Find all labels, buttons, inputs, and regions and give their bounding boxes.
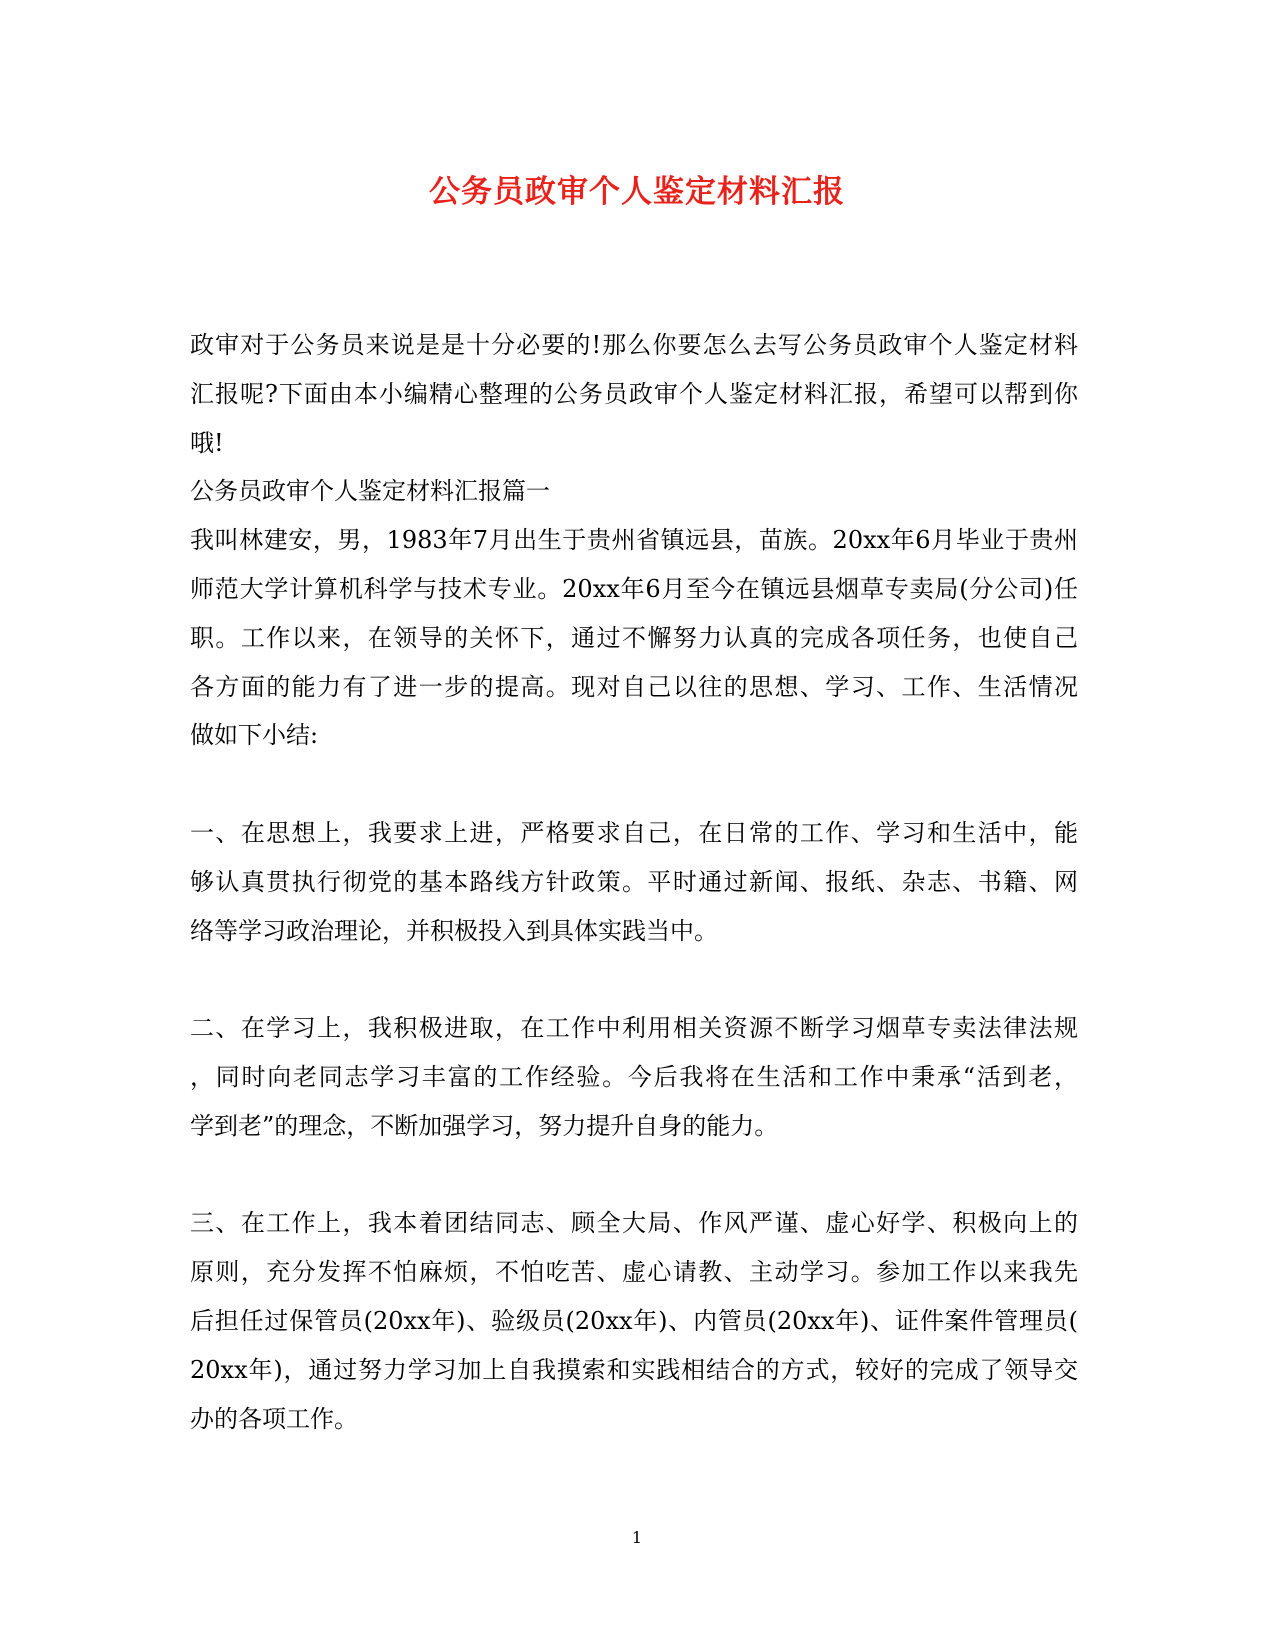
body-line: 络等学习政治理论，并积极投入到具体实践当中。 bbox=[190, 916, 718, 945]
document-title: 公务员政审个人鉴定材料汇报 bbox=[429, 174, 845, 210]
body-line: 做如下小结: bbox=[190, 721, 319, 750]
body-line: 后担任过保管员(20xx年)、验级员(20xx年)、内管员(20xx年)、证件案件管理员( bbox=[190, 1306, 1078, 1335]
body-line: 三、在工作上，我本着团结同志、顾全大局、作风严谨、虚心好学、积极向上的 bbox=[190, 1209, 1078, 1238]
paragraph-gap bbox=[190, 1151, 1078, 1200]
paragraph-gap bbox=[190, 955, 1078, 1004]
body-line: 哦! bbox=[190, 428, 224, 457]
body-line: 师范大学计算机科学与技术专业。20xx年6月至今在镇远县烟草专卖局(分公司)任 bbox=[190, 574, 1078, 603]
body-line: 我叫林建安，男，1983年7月出生于贵州省镇远县，苗族。20xx年6月毕业于贵州 bbox=[190, 526, 1078, 555]
document-body bbox=[190, 321, 1078, 1443]
body-line: 学到老”的理念，不断加强学习，努力提升自身的能力。 bbox=[190, 1111, 779, 1140]
body-line: 原则，充分发挥不怕麻烦，不怕吃苦、虚心请教、主动学习。参加工作以来我先 bbox=[190, 1258, 1078, 1287]
body-line: 政审对于公务员来说是是十分必要的!那么你要怎么去写公务员政审个人鉴定材料 bbox=[190, 331, 1078, 359]
body-line: 办的各项工作。 bbox=[190, 1404, 358, 1433]
page-number: 1 bbox=[631, 1528, 643, 1547]
body-line: 一、在思想上，我要求上进，严格要求自己，在日常的工作、学习和生活中，能 bbox=[190, 818, 1078, 847]
body-line: ，同时向老同志学习丰富的工作经验。今后我将在生活和工作中秉承“活到老， bbox=[190, 1062, 1078, 1091]
body-line: 各方面的能力有了进一步的提高。现对自己以往的思想、学习、工作、生活情况 bbox=[190, 672, 1078, 701]
body-line: 职。工作以来，在领导的关怀下，通过不懈努力认真的完成各项任务，也使自己 bbox=[190, 623, 1078, 652]
body-line: 汇报呢?下面由本小编精心整理的公务员政审个人鉴定材料汇报，希望可以帮到你 bbox=[190, 379, 1078, 408]
body-line: 够认真贯执行彻党的基本路线方针政策。平时通过新闻、报纸、杂志、书籍、网 bbox=[190, 867, 1078, 896]
body-line: 20xx年)，通过努力学习加上自我摸索和实践相结合的方式，较好的完成了领导交 bbox=[190, 1355, 1078, 1384]
section-heading: 公务员政审个人鉴定材料汇报篇一 bbox=[190, 477, 550, 506]
paragraph-gap bbox=[190, 760, 1078, 809]
body-line: 二、在学习上，我积极进取，在工作中利用相关资源不断学习烟草专卖法律法规 bbox=[190, 1014, 1078, 1043]
